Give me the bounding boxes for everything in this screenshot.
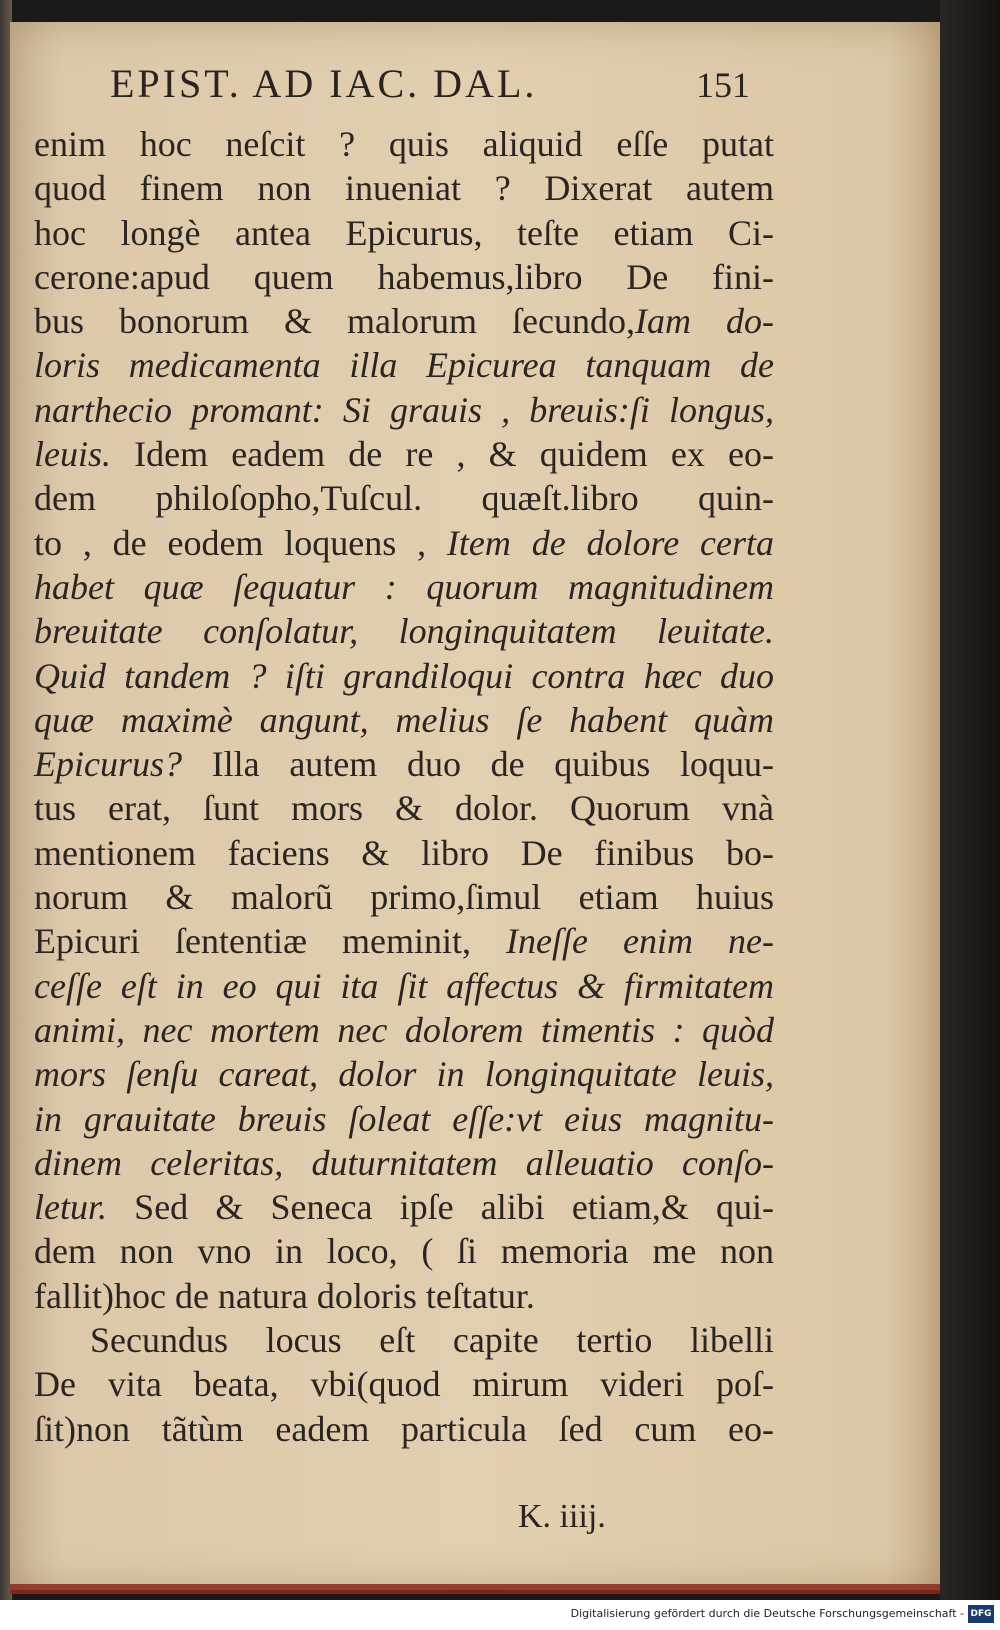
text-line <box>34 211 774 255</box>
roman-segment: to , de eodem loquens , <box>34 522 447 563</box>
roman-segment: ſit)non tãtùm eadem particula ſed cum eo- <box>34 1408 774 1449</box>
roman-segment: De vita beata, vbi(quod mirum videri poſ- <box>34 1364 774 1405</box>
text-line <box>34 831 774 875</box>
italic-segment: habet quæ ſequatur : quorum magnitudinem <box>34 566 774 607</box>
roman-segment: hoc longè antea Epicurus, teſte etiam Ci- <box>34 212 774 253</box>
text-line <box>34 1229 774 1273</box>
text-line <box>34 1008 774 1052</box>
italic-segment: animi, nec mortem nec dolorem timentis : quòd <box>34 1009 774 1050</box>
italic-segment: leuis. <box>34 434 111 475</box>
roman-segment: tus erat, ſunt mors & dolor. Quorum vnà <box>34 788 774 829</box>
text-line <box>34 919 774 963</box>
dfg-logo: DFG <box>968 1605 994 1623</box>
roman-segment: norum & malorũ primo,ſimul etiam huius <box>34 877 774 918</box>
page-bottom-edge <box>10 1584 940 1594</box>
roman-segment: dem philoſopho,Tuſcul. quæſt.libro quin- <box>34 478 774 519</box>
text-line <box>34 1274 774 1318</box>
text-line <box>34 875 774 919</box>
text-line <box>34 122 774 166</box>
italic-segment: letur. <box>34 1187 108 1228</box>
text-line <box>34 1097 774 1141</box>
text-line <box>34 1362 774 1406</box>
scan-background-right <box>940 0 1000 1600</box>
text-line <box>34 343 774 387</box>
page-number: 151 <box>696 65 750 105</box>
roman-segment: quod finem non inueniat ? Dixerat autem <box>34 168 774 209</box>
signature-mark: K. iiij. <box>518 1498 606 1535</box>
text-line <box>34 964 774 1008</box>
roman-segment: bus bonorum & malorum ſecundo, <box>34 301 635 342</box>
text-line <box>34 388 774 432</box>
roman-segment: Epicuri ſententiæ meminit, <box>34 921 507 962</box>
roman-segment: Illa autem duo de quibus loquu- <box>182 744 774 785</box>
text-line <box>34 742 774 786</box>
text-line <box>34 565 774 609</box>
italic-segment: mors ſenſu careat, dolor in longinquitate leuis, <box>34 1054 774 1095</box>
roman-segment: mentionem faciens & libro De finibus bo- <box>34 832 774 873</box>
roman-segment: enim hoc neſcit ? quis aliquid eſſe putat <box>34 124 774 164</box>
text-line <box>34 1318 774 1362</box>
text-line <box>34 299 774 343</box>
text-line <box>34 521 774 565</box>
text-line <box>34 1141 774 1185</box>
text-line <box>34 1052 774 1096</box>
italic-segment: ceſſe eſt in eo qui ita ſit affectus & firmitatem <box>34 965 774 1006</box>
italic-segment: Quid tandem ? iſti grandiloqui contra hæc duo <box>34 655 774 696</box>
text-line <box>34 786 774 830</box>
running-head: EPIST. AD IAC. DAL. <box>110 61 538 106</box>
italic-segment: breuitate conſolatur, longinquitatem leuitate. <box>34 611 774 652</box>
italic-segment: quæ maximè angunt, melius ſe habent quàm <box>34 699 774 740</box>
body-text <box>34 122 774 1451</box>
italic-segment: Epicurus? <box>34 744 182 785</box>
italic-segment: in grauitate breuis ſoleat eſſe:vt eius magnitu- <box>34 1098 774 1139</box>
roman-segment: Sed & Seneca ipſe alibi etiam,& qui- <box>107 1187 774 1228</box>
roman-segment: fallit)hoc de natura doloris teſtatur. <box>34 1275 535 1316</box>
roman-segment: Idem eadem de re , & quidem ex eo- <box>111 434 774 475</box>
italic-segment: Ineſſe enim ne- <box>506 921 774 962</box>
italic-segment: narthecio promant: Si grauis , breuis:ſi longus, <box>34 389 774 430</box>
text-line <box>34 432 774 476</box>
italic-segment: Iam do- <box>635 301 774 342</box>
text-line <box>34 698 774 742</box>
footer-bar <box>0 1600 1000 1630</box>
italic-segment: Item de dolore certa <box>446 522 774 563</box>
text-line <box>34 255 774 299</box>
text-line <box>34 1407 774 1451</box>
roman-segment: Secundus locus eſt capite tertio libelli <box>90 1320 774 1361</box>
roman-segment: dem non vno in loco, ( ſi memoria me non <box>34 1231 774 1272</box>
text-line <box>34 476 774 520</box>
page-header <box>110 60 750 120</box>
funding-credit: Digitalisierung gefördert durch die Deutsche Forschungsgemeinschaft - <box>570 1607 964 1620</box>
italic-segment: loris medicamenta illa Epicurea tanquam de <box>34 345 774 386</box>
italic-segment: dinem celeritas, duturnitatem alleuatio conſo- <box>34 1142 774 1183</box>
text-line <box>34 166 774 210</box>
text-line <box>34 1185 774 1229</box>
roman-segment: cerone:apud quem habemus,libro De fini- <box>34 256 774 297</box>
text-line <box>34 609 774 653</box>
text-line <box>34 654 774 698</box>
